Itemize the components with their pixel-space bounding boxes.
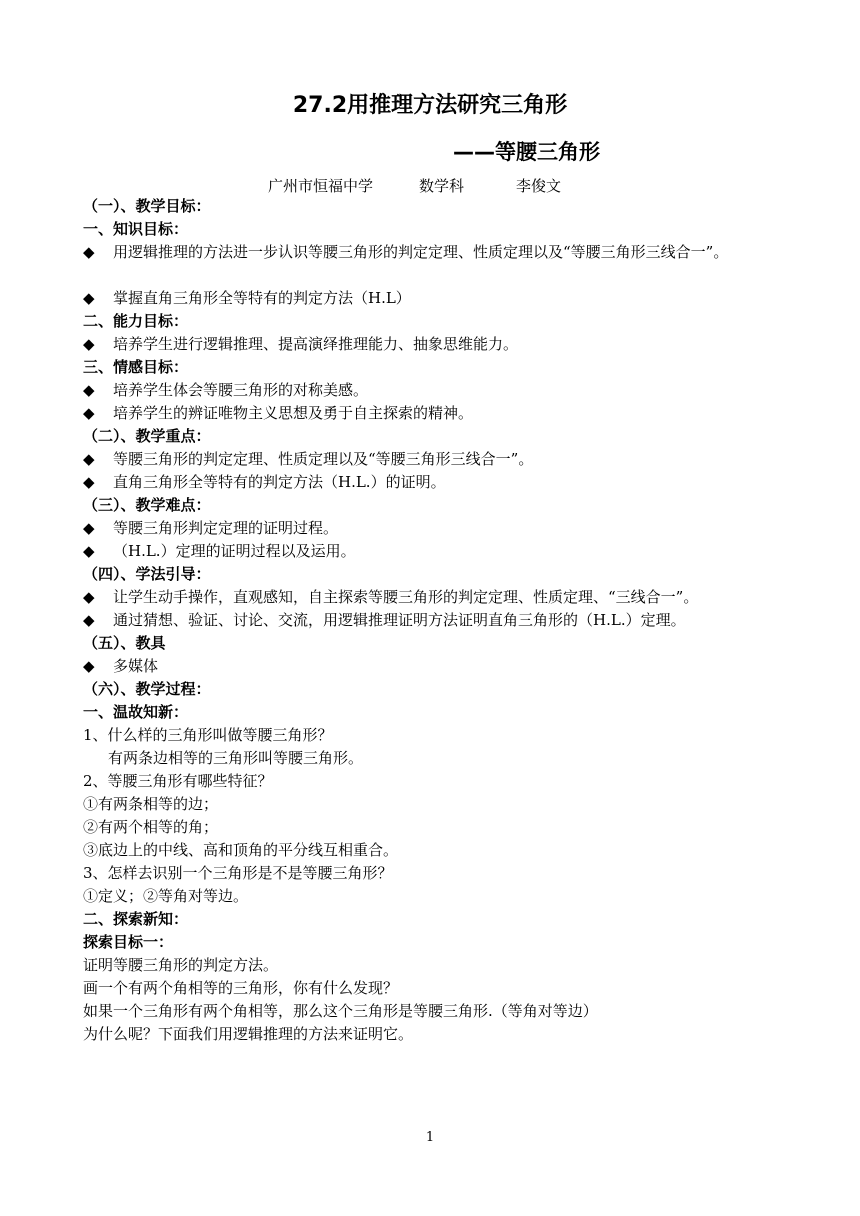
text-line-content: ①有两条相等的边； [83,795,219,813]
diamond-bullet-icon: ◆ [83,611,95,629]
text-line-content: ①定义；②等角对等边。 [83,887,249,905]
text-line [83,724,803,747]
section-heading [83,494,803,517]
section-heading [83,356,803,379]
bullet-item-text: 通过猜想、验证、讨论、交流，用逻辑推理证明方法证明直角三角形的（H.L.）定理。 [113,611,686,629]
diamond-bullet-icon: ◆ [83,335,95,353]
text-line [83,1023,803,1046]
section-heading-text: 一、温故知新： [83,703,189,721]
section-heading-text: （六）、教学过程： [83,680,211,698]
bullet-item [83,586,803,609]
bullet-item [83,655,803,678]
section-heading-text: 一、知识目标： [83,220,189,238]
bullet-item-text: 掌握直角三角形全等特有的判定方法（H.L） [113,289,411,307]
author-school: 广州市恒福中学 [268,177,374,195]
bullet-item [83,379,803,402]
text-line-content: 证明等腰三角形的判定方法。 [83,956,279,974]
section-heading [83,195,803,218]
text-line [83,1000,803,1023]
text-line [83,862,803,885]
text-line-content: 有两条边相等的三角形叫等腰三角形。 [108,749,364,767]
bullet-item-text: 等腰三角形判定定理的证明过程。 [113,519,339,537]
section-heading-text: （一）、教学目标： [83,197,211,215]
section-heading [83,632,803,655]
text-line-content: 1、什么样的三角形叫做等腰三角形？ [83,726,333,744]
text-line [83,954,803,977]
section-heading-text: （四）、学法引导： [83,565,211,583]
bullet-item [83,471,803,494]
bullet-item-text: 用逻辑推理的方法进一步认识等腰三角形的判定定理、性质定理以及“等腰三角形三线合一”。 [113,243,729,261]
diamond-bullet-icon: ◆ [83,404,95,422]
diamond-bullet-icon: ◆ [83,289,95,307]
document-title: 27.2用推理方法研究三角形 [292,93,568,118]
bullet-item [83,241,803,287]
document-subtitle: ——等腰三角形 [453,140,600,164]
bullet-item-text: 直角三角形全等特有的判定方法（H.L.）的证明。 [113,473,446,491]
bullet-item-text: 培养学生体会等腰三角形的对称美感。 [113,381,369,399]
text-line [83,793,803,816]
bullet-item-text: 让学生动手操作，直观感知，自主探索等腰三角形的判定定理、性质定理、“三线合一”。 [113,588,699,606]
bullet-item-text: 等腰三角形的判定定理、性质定理以及“等腰三角形三线合一”。 [113,450,534,468]
section-heading-text: 三、情感目标： [83,358,189,376]
bullet-item [83,402,803,425]
bullet-item-text: 多媒体 [113,657,159,675]
text-line [83,977,803,1000]
text-line [83,816,803,839]
text-line-content: 如果一个三角形有两个角相等，那么这个三角形是等腰三角形.（等角对等边） [83,1002,598,1020]
text-line-content: 画一个有两个角相等的三角形，你有什么发现？ [83,979,399,997]
diamond-bullet-icon: ◆ [83,542,95,560]
text-line [83,747,803,770]
diamond-bullet-icon: ◆ [83,243,95,261]
bullet-item [83,287,803,310]
section-heading [83,908,803,931]
diamond-bullet-icon: ◆ [83,588,95,606]
bullet-item-text: （H.L.）定理的证明过程以及运用。 [113,542,356,560]
section-heading [83,931,803,954]
text-line-content: 3、怎样去识别一个三角形是不是等腰三角形？ [83,864,393,882]
text-line-content: 为什么呢？下面我们用逻辑推理的方法来证明它。 [83,1025,414,1043]
diamond-bullet-icon: ◆ [83,381,95,399]
text-line-content: ②有两个相等的角； [83,818,219,836]
diamond-bullet-icon: ◆ [83,450,95,468]
diamond-bullet-icon: ◆ [83,473,95,491]
bullet-item [83,609,803,632]
section-heading-text: （二）、教学重点： [83,427,211,445]
section-heading [83,678,803,701]
section-heading-text: （五）、教具 [83,634,166,652]
diamond-bullet-icon: ◆ [83,657,95,675]
page-number: 1 [425,1130,435,1145]
diamond-bullet-icon: ◆ [83,519,95,537]
bullet-item-text: 培养学生的辨证唯物主义思想及勇于自主探索的精神。 [113,404,474,422]
author-subject: 数学科 [419,177,465,195]
text-line [83,770,803,793]
bullet-item [83,540,803,563]
section-heading-text: （三）、教学难点： [83,496,211,514]
text-line-content: 2、等腰三角形有哪些特征？ [83,772,273,790]
bullet-item [83,517,803,540]
bullet-item [83,448,803,471]
section-heading-text: 二、能力目标： [83,312,189,330]
document-body [83,195,803,1046]
section-heading [83,218,803,241]
section-heading [83,701,803,724]
bullet-item [83,333,803,356]
section-heading-text: 探索目标一： [83,933,174,951]
section-heading [83,425,803,448]
text-line [83,885,803,908]
text-line [83,839,803,862]
section-heading-text: 二、探索新知： [83,910,189,928]
section-heading [83,563,803,586]
section-heading [83,310,803,333]
text-line-content: ③底边上的中线、高和顶角的平分线互相重合。 [83,841,399,859]
bullet-item-text: 培养学生进行逻辑推理、提高演绎推理能力、抽象思维能力。 [113,335,519,353]
author-line [268,175,561,196]
author-name: 李俊文 [516,177,562,195]
